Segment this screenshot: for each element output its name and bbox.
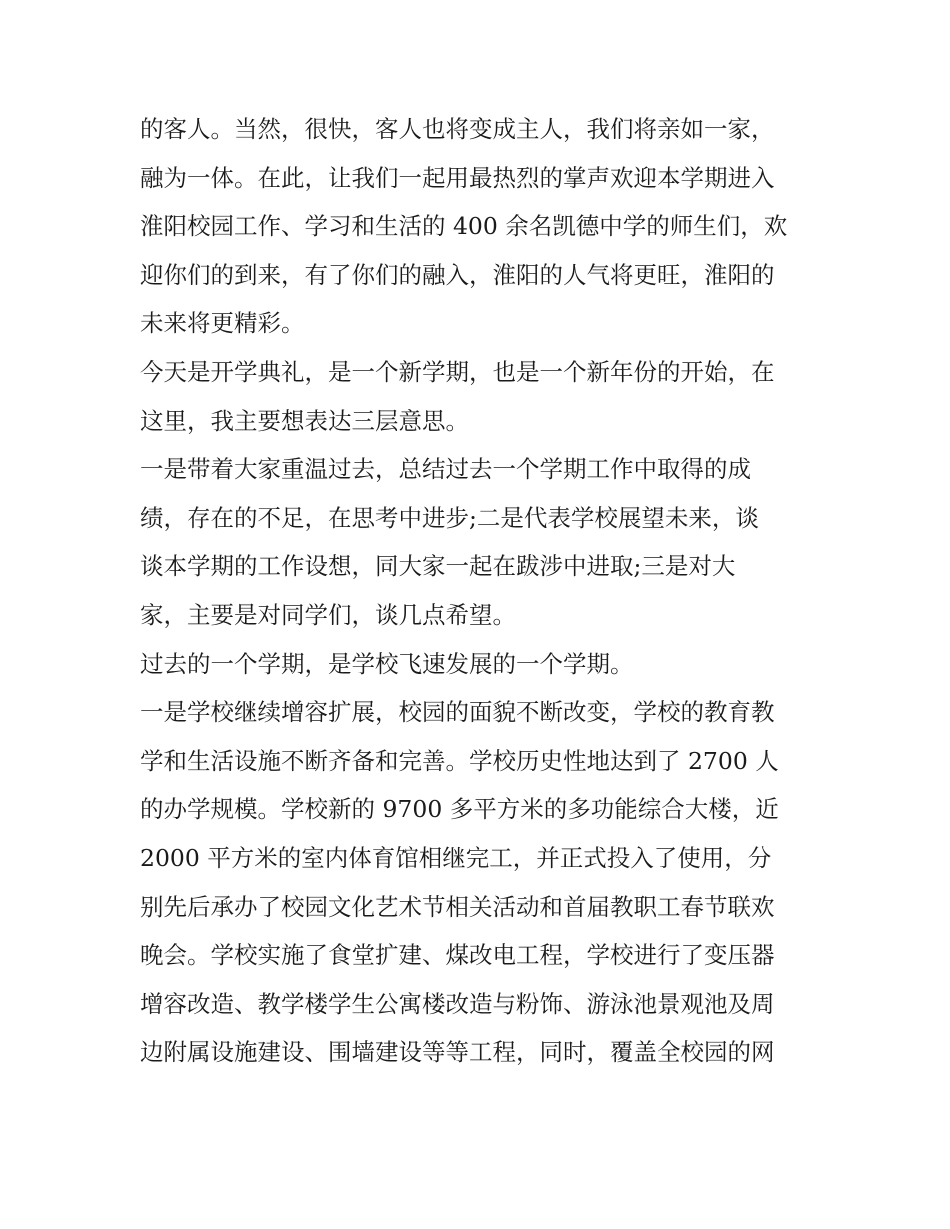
text-line: 2000 平方米的室内体育馆相继完工，并正式投入了使用，分 (140, 843, 772, 872)
text-line: 一是带着大家重温过去，总结过去一个学期工作中取得的成 (140, 455, 751, 484)
text-line: 迎你们的到来，有了你们的融入，淮阳的人气将更旺，淮阳的 (140, 260, 775, 289)
text-line: 这里，我主要想表达三层意思。 (140, 406, 469, 435)
text-line: 过去的一个学期，是学校飞速发展的一个学期。 (140, 649, 634, 678)
text-line: 家，主要是对同学们，谈几点希望。 (140, 600, 516, 629)
text-line: 别先后承办了校园文化艺术节相关活动和首届教职工春节联欢 (140, 892, 775, 921)
text-line: 淮阳校园工作、学习和生活的 400 余名凯德中学的师生们，欢 (140, 212, 788, 241)
text-line: 谈本学期的工作设想，同大家一起在跋涉中进取;三是对大 (140, 552, 736, 581)
text-line: 的办学规模。学校新的 9700 多平方米的多功能综合大楼，近 (140, 795, 779, 824)
text-line: 边附属设施建设、围墙建设等等工程，同时，覆盖全校园的网 (140, 1038, 775, 1067)
text-line: 绩，存在的不足，在思考中进步;二是代表学校展望未来，谈 (140, 503, 759, 532)
text-line: 未来将更精彩。 (140, 309, 305, 338)
text-line: 增容改造、教学楼学生公寓楼改造与粉饰、游泳池景观池及周 (140, 989, 775, 1018)
text-line: 的客人。当然，很快，客人也将变成主人，我们将亲如一家， (140, 115, 775, 143)
text-line: 一是学校继续增容扩展，校园的面貌不断改变，学校的教育教 (140, 698, 775, 727)
text-line: 学和生活设施不断齐备和完善。学校历史性地达到了 2700 人 (140, 746, 779, 775)
text-line: 融为一体。在此，让我们一起用最热烈的掌声欢迎本学期进入 (140, 163, 775, 192)
text-line: 今天是开学典礼，是一个新学期，也是一个新年份的开始，在 (140, 357, 775, 386)
text-line: 晚会。学校实施了食堂扩建、煤改电工程，学校进行了变压器 (140, 941, 775, 970)
body-text (140, 105, 820, 1077)
